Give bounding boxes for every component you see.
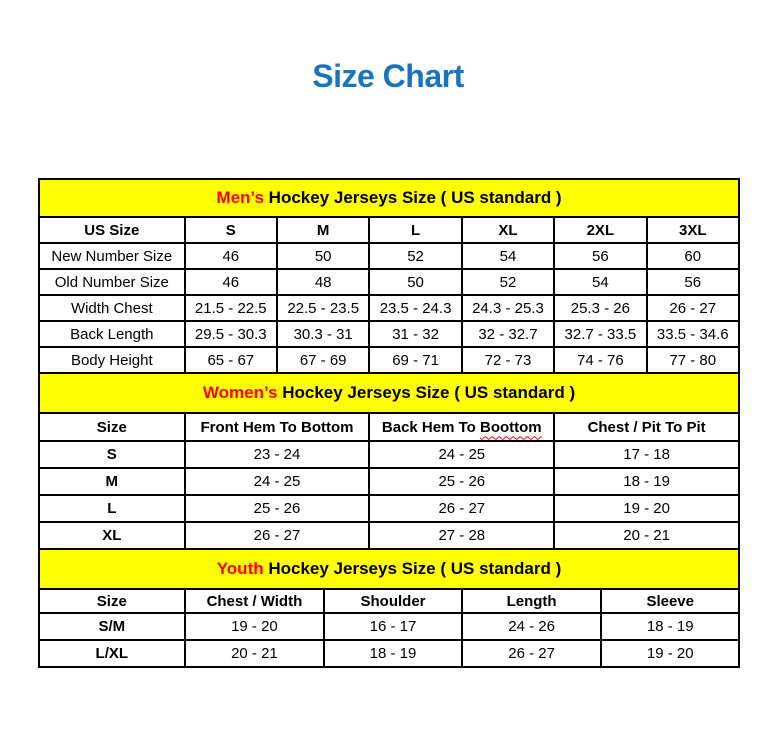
youth-header-row [39, 589, 739, 613]
mens-size-cell: 46 [185, 269, 277, 295]
mens-column-header: M [277, 217, 369, 243]
youth-column-header: Sleeve [601, 589, 739, 613]
mens-heading-accent: Men’s [216, 188, 264, 207]
womens-size-cell: 19 - 20 [554, 495, 739, 522]
youth-size-cell: 20 - 21 [185, 640, 325, 667]
mens-row-label: Old Number Size [39, 269, 185, 295]
womens-column-header: Front Hem To Bottom [185, 413, 370, 441]
mens-size-cell: 31 - 32 [369, 321, 461, 347]
mens-size-cell: 77 - 80 [647, 347, 739, 373]
mens-size-table [38, 216, 740, 374]
youth-size-cell: 26 - 27 [462, 640, 602, 667]
womens-row-label: S [39, 441, 185, 468]
mens-size-cell: 32 - 32.7 [462, 321, 554, 347]
mens-size-cell: 25.3 - 26 [554, 295, 646, 321]
mens-row [39, 295, 739, 321]
mens-heading-rest: Hockey Jerseys Size ( US standard ) [263, 188, 562, 207]
mens-row-label: Body Height [39, 347, 185, 373]
womens-heading-rest: Hockey Jerseys Size ( US standard ) [277, 383, 576, 402]
womens-row-label: M [39, 468, 185, 495]
womens-size-cell: 27 - 28 [369, 522, 554, 549]
mens-row [39, 243, 739, 269]
youth-size-cell: 24 - 26 [462, 613, 602, 640]
mens-size-cell: 54 [554, 269, 646, 295]
womens-size-cell: 26 - 27 [369, 495, 554, 522]
youth-column-header: Chest / Width [185, 589, 325, 613]
mens-size-cell: 67 - 69 [277, 347, 369, 373]
youth-row [39, 613, 739, 640]
youth-column-header: Shoulder [324, 589, 462, 613]
womens-header-row [39, 413, 739, 441]
mens-size-cell: 50 [369, 269, 461, 295]
womens-size-cell: 25 - 26 [369, 468, 554, 495]
mens-size-cell: 56 [554, 243, 646, 269]
youth-heading-rest: Hockey Jerseys Size ( US standard ) [263, 559, 562, 578]
womens-column-header-text: Back Hem To [381, 418, 480, 436]
mens-size-cell: 69 - 71 [369, 347, 461, 373]
womens-row [39, 495, 739, 522]
mens-size-cell: 54 [462, 243, 554, 269]
womens-section-heading [38, 374, 740, 412]
page-title: Size Chart [312, 58, 464, 94]
mens-row-label: Back Length [39, 321, 185, 347]
youth-size-cell: 19 - 20 [185, 613, 325, 640]
youth-row [39, 640, 739, 667]
mens-row-label: New Number Size [39, 243, 185, 269]
womens-row-label: L [39, 495, 185, 522]
mens-row [39, 347, 739, 373]
mens-size-cell: 65 - 67 [185, 347, 277, 373]
womens-size-cell: 20 - 21 [554, 522, 739, 549]
mens-row [39, 321, 739, 347]
womens-size-cell: 24 - 25 [185, 468, 370, 495]
mens-size-cell: 74 - 76 [554, 347, 646, 373]
mens-column-header: L [369, 217, 461, 243]
mens-section-heading [38, 178, 740, 216]
youth-section-heading [38, 550, 740, 588]
mens-size-cell: 52 [369, 243, 461, 269]
mens-size-cell: 30.3 - 31 [277, 321, 369, 347]
womens-column-header: Size [39, 413, 185, 441]
womens-column-header: Chest / Pit To Pit [554, 413, 739, 441]
youth-row-label: S/M [39, 613, 185, 640]
mens-column-header: 2XL [554, 217, 646, 243]
womens-size-table [38, 412, 740, 550]
womens-size-cell: 26 - 27 [185, 522, 370, 549]
section-mens [38, 178, 740, 374]
mens-column-header: XL [462, 217, 554, 243]
womens-size-cell: 18 - 19 [554, 468, 739, 495]
mens-size-cell: 52 [462, 269, 554, 295]
womens-column-header [369, 413, 554, 441]
womens-column-header-misspelled-word: Boottom [480, 418, 542, 436]
mens-size-cell: 22.5 - 23.5 [277, 295, 369, 321]
womens-row [39, 522, 739, 549]
mens-header-row [39, 217, 739, 243]
mens-size-cell: 32.7 - 33.5 [554, 321, 646, 347]
mens-size-cell: 50 [277, 243, 369, 269]
womens-row [39, 441, 739, 468]
womens-size-cell: 25 - 26 [185, 495, 370, 522]
youth-size-cell: 16 - 17 [324, 613, 462, 640]
mens-row-label: Width Chest [39, 295, 185, 321]
youth-size-table [38, 588, 740, 668]
mens-size-cell: 23.5 - 24.3 [369, 295, 461, 321]
womens-size-cell: 23 - 24 [185, 441, 370, 468]
mens-size-cell: 33.5 - 34.6 [647, 321, 739, 347]
youth-heading-accent: Youth [216, 559, 264, 578]
mens-size-cell: 21.5 - 22.5 [185, 295, 277, 321]
size-chart [38, 178, 740, 668]
womens-heading-accent: Women’s [202, 383, 278, 402]
mens-size-cell: 26 - 27 [647, 295, 739, 321]
mens-size-cell: 46 [185, 243, 277, 269]
youth-size-cell: 18 - 19 [324, 640, 462, 667]
womens-size-cell: 24 - 25 [369, 441, 554, 468]
mens-column-header: 3XL [647, 217, 739, 243]
youth-column-header: Length [462, 589, 602, 613]
mens-column-header: US Size [39, 217, 185, 243]
womens-row [39, 468, 739, 495]
youth-size-cell: 18 - 19 [601, 613, 739, 640]
youth-row-label: L/XL [39, 640, 185, 667]
mens-size-cell: 72 - 73 [462, 347, 554, 373]
mens-size-cell: 29.5 - 30.3 [185, 321, 277, 347]
mens-size-cell: 48 [277, 269, 369, 295]
mens-size-cell: 56 [647, 269, 739, 295]
mens-row [39, 269, 739, 295]
section-youth [38, 550, 740, 668]
womens-row-label: XL [39, 522, 185, 549]
mens-column-header: S [185, 217, 277, 243]
womens-size-cell: 17 - 18 [554, 441, 739, 468]
youth-size-cell: 19 - 20 [601, 640, 739, 667]
mens-size-cell: 24.3 - 25.3 [462, 295, 554, 321]
mens-size-cell: 60 [647, 243, 739, 269]
section-womens [38, 374, 740, 550]
youth-column-header: Size [39, 589, 185, 613]
